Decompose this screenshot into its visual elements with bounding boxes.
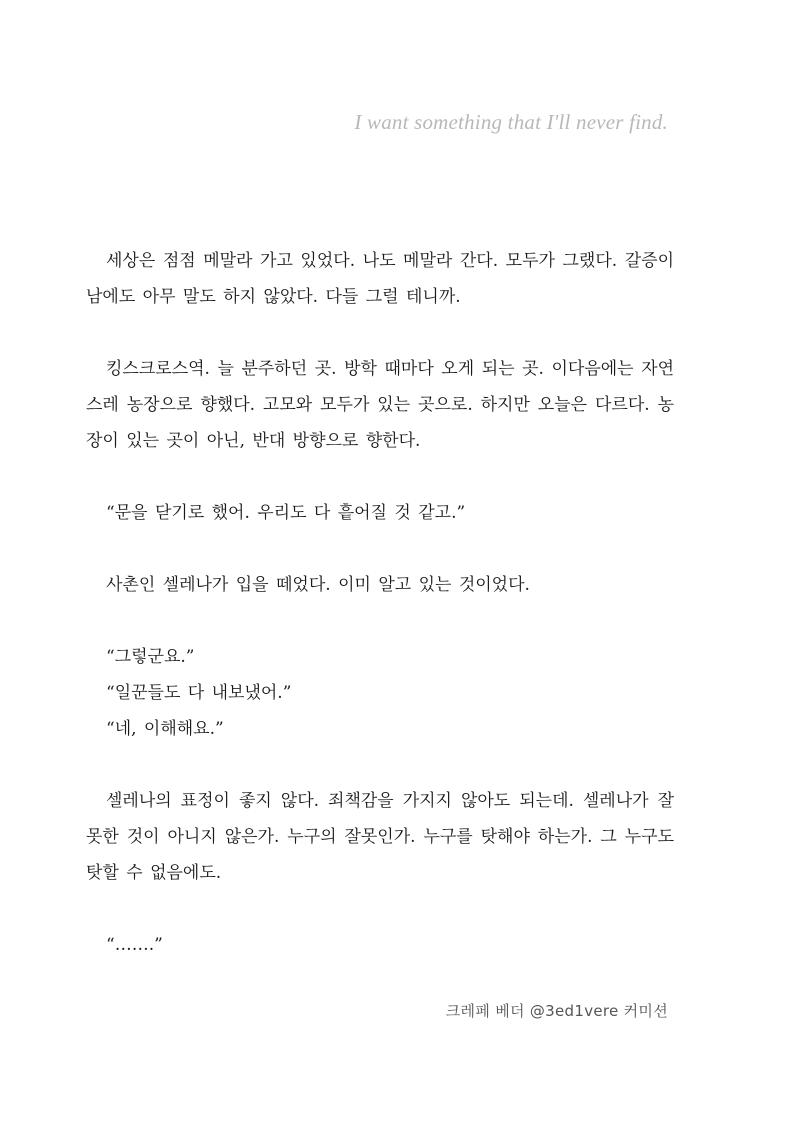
dialogue-line-1: “문을 닫기로 했어. 우리도 다 흩어질 것 같고.” bbox=[106, 503, 466, 523]
paragraph-2: 킹스크로스역. 늘 분주하던 곳. 방학 때마다 오게 되는 곳. 이다음에는 자연스레 농장으로 향했다. 고모와 모두가 있는 곳으로. 하지만 오늘은 다르다. 농장이 있는 곳이 아닌, 반대 방향으로 향한다. bbox=[86, 359, 674, 451]
dialogue-line-5: “…….” bbox=[106, 935, 163, 955]
commission-credit: 크레페 베더 @3ed1vere 커미션 bbox=[445, 1002, 668, 1020]
paragraph-3: 사촌인 셀레나가 입을 떼었다. 이미 알고 있는 것이었다. bbox=[106, 575, 530, 595]
paragraph-1: 세상은 점점 메말라 가고 있었다. 나도 메말라 간다. 모두가 그랬다. 갈증이 남에도 아무 말도 하지 않았다. 다들 그럴 테니까. bbox=[86, 251, 674, 307]
dialogue-line-2: “그렇군요.” bbox=[106, 647, 195, 667]
epigraph: I want something that I'll never find. bbox=[354, 110, 668, 134]
paragraph-4: 셀레나의 표정이 좋지 않다. 죄책감을 가지지 않아도 되는데. 셀레나가 잘못한 것이 아니지 않은가. 누구의 잘못인가. 누구를 탓해야 하는가. 그 누구도 탓할 수 없음에도. bbox=[86, 791, 674, 883]
dialogue-line-3: “일꾼들도 다 내보냈어.” bbox=[106, 683, 292, 703]
dialogue-line-4: “네, 이해해요.” bbox=[106, 719, 224, 739]
story-text bbox=[86, 243, 674, 963]
